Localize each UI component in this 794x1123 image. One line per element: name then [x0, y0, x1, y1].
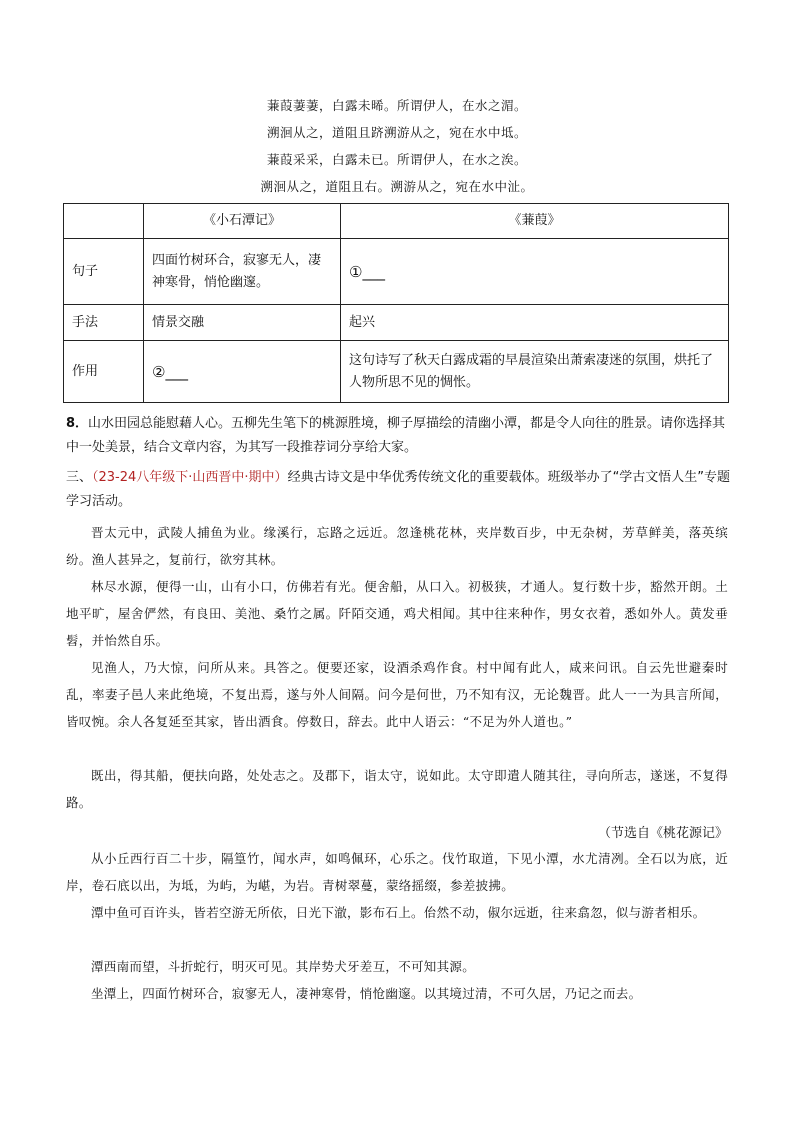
table-header-jianjia: 《蒹葭》	[341, 204, 729, 239]
table-row	[64, 341, 729, 403]
question-8	[66, 412, 731, 460]
row-label-technique: 手法	[64, 305, 144, 341]
table-header-empty	[64, 204, 144, 239]
xiaoshitan-paragraph-3: 潭西南而望，斗折蛇行，明灭可见。其岸势犬牙差互，不可知其源。	[91, 959, 476, 974]
cell-technique-xiaoshitan: 情景交融	[144, 305, 341, 341]
cell-function-jianjia: 这句诗写了秋天白露成霜的早晨渲染出萧索凄迷的氛围，烘托了人物所思不见的惆怅。	[341, 341, 729, 403]
poem-line-1: 蒹葭萋萋，白露未晞。所谓伊人，在水之湄。	[266, 98, 527, 113]
cell-sentence-xiaoshitan: 四面竹树环合，寂寥无人，凄神寒骨，悄怆幽邃。	[144, 239, 341, 305]
blank-1[interactable]: ①___	[341, 239, 729, 305]
taohua-paragraph-4: 既出，得其船，便扶向路，处处志之。及郡下，诣太守，说如此。太守即遣人随其往，寻向所志，遂迷，不复得路。	[66, 768, 728, 810]
comparison-table	[63, 203, 729, 403]
table-header-xiaoshitanji: 《小石潭记》	[144, 204, 341, 239]
poem-line-2: 溯洄从之，道阻且跻溯游从之，宛在水中坻。	[266, 125, 527, 140]
section-3-prefix: 三、	[66, 470, 93, 485]
taohua-paragraph-3: 见渔人，乃大惊，问所从来。具答之。便要还家，设酒杀鸡作食。村中闻有此人，咸来问讯。自云先世避秦时乱，率妻子邑人来此绝境，不复出焉，遂与外人间隔。问今是何世，乃不知有汉，无论魏晋。此人一一为具言所闻，皆叹惋。余人各复延至其家，皆出酒食。停数日，辞去。此中人语云：“不足为外人道也。”	[66, 660, 728, 729]
section-3-source-tag: （23-24八年级下·山西晋中·期中）	[92, 470, 288, 485]
source-citation: （节选自《桃花源记》	[597, 826, 728, 841]
taohua-paragraph-1: 晋太元中，武陵人捕鱼为业。缘溪行，忘路之远近。忽逢桃花林，夹岸数百步，中无杂树，芳草鲜美，落英缤纷。渔人甚异之，复前行，欲穷其林。	[66, 525, 728, 567]
taohua-paragraph-2: 林尽水源，便得一山，山有小口，仿佛若有光。便舍船，从口入。初极狭，才通人。复行数十步，豁然开朗。土地平旷，屋舍俨然，有良田、美池、桑竹之属。阡陌交通，鸡犬相闻。其中往来种作，男女衣着，悉如外人。黄发垂髫，并怡然自乐。	[66, 579, 728, 648]
table-row	[64, 305, 729, 341]
poem-line-4: 溯洄从之，道阻且右。溯游从之，宛在水中沚。	[260, 179, 534, 194]
poem-line-3: 蒹葭采采，白露未已。所谓伊人，在水之涘。	[266, 152, 527, 167]
xiaoshitan-paragraph-1: 从小丘西行百二十步，隔篁竹，闻水声，如鸣佩环，心乐之。伐竹取道，下见小潭，水尤清冽。全石以为底，近岸，卷石底以出，为坻，为屿，为嵁，为岩。青树翠蔓，蒙络摇缀，参差披拂。	[66, 851, 728, 893]
section-3-intro	[66, 466, 731, 514]
section-3-text: 经典古诗文是中华优秀传统文化的重要载体。班级举办了“学古文悟人生”专题学习活动。	[66, 470, 731, 509]
table-row	[64, 239, 729, 305]
xiaoshitan-paragraph-2: 潭中鱼可百许头，皆若空游无所依，日光下澈，影布石上。佁然不动，俶尔远逝，往来翕忽，似与游者相乐。	[91, 905, 706, 920]
blank-2[interactable]: ②___	[144, 341, 341, 403]
table-header-row	[64, 204, 729, 239]
question-8-text: 山水田园总能慰藉人心。五柳先生笔下的桃源胜境，柳子厚描绘的清幽小潭，都是令人向往的胜景。请你选择其中一处美景，结合文章内容，为其写一段推荐词分享给大家。	[66, 416, 726, 455]
row-label-sentence: 句子	[64, 239, 144, 305]
question-8-number: 8．	[66, 416, 89, 431]
row-label-function: 作用	[64, 341, 144, 403]
cell-technique-jianjia: 起兴	[341, 305, 729, 341]
xiaoshitan-paragraph-4: 坐潭上，四面竹树环合，寂寥无人，凄神寒骨，悄怆幽邃。以其境过清，不可久居，乃记之而去。	[91, 986, 642, 1001]
